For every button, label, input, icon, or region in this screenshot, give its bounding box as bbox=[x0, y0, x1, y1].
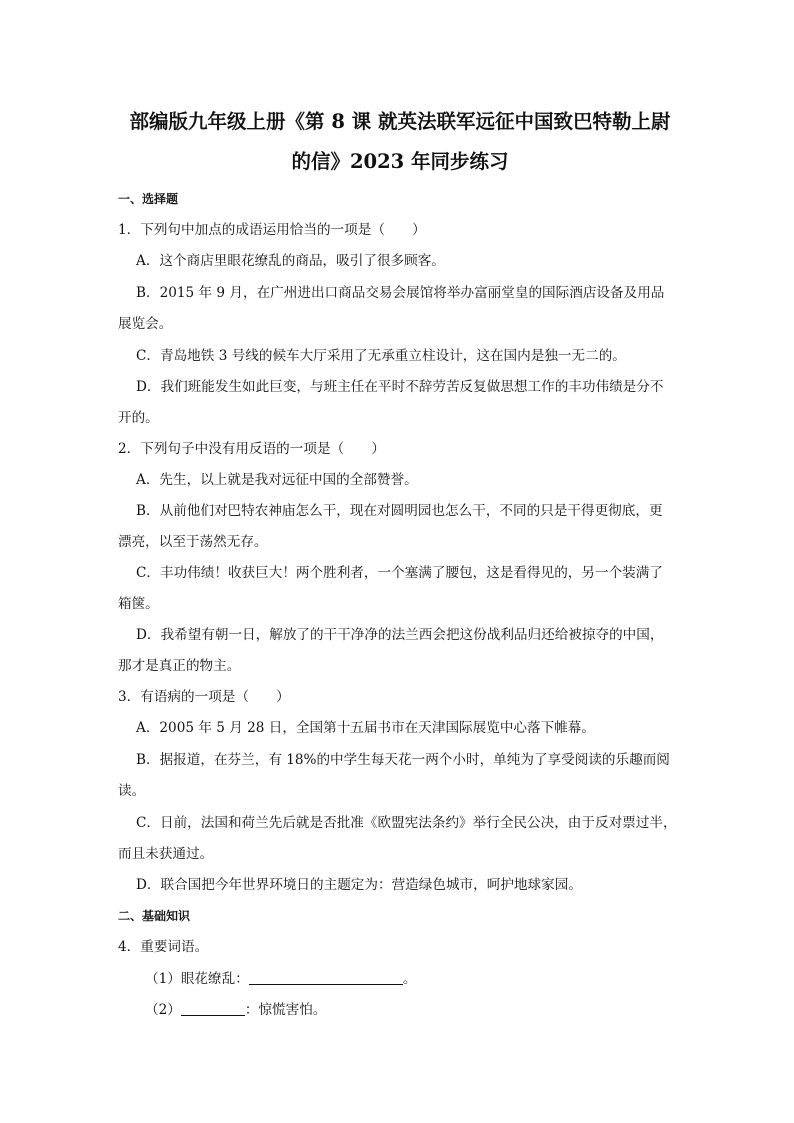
question-2-option-c: C．丰功伟绩！收获巨大！两个胜利者，一个塞满了腰包，这是看得见的，另一个装满了 bbox=[136, 565, 663, 581]
question-3-option-b: B．据报道，在芬兰，有 18%的中学生每天花一两个小时，单纯为了享受阅读的乐趣而阅 bbox=[136, 752, 670, 768]
question-1-option-c: C．青岛地铁 3 号线的候车大厅采用了无承重立柱设计，这在国内是独一无二的。 bbox=[136, 348, 626, 364]
question-1-option-b-cont: 展览会。 bbox=[118, 316, 173, 332]
title-line-1: 部编版九年级上册《第 8 课 就英法联军远征中国致巴特勒上尉 bbox=[129, 110, 671, 133]
question-1-option-d: D．我们班能发生如此巨变，与班主任在平时不辞劳苦反复做思想工作的丰功伟绩是分不 bbox=[136, 379, 664, 395]
answer-blank-1[interactable] bbox=[249, 970, 403, 985]
item-2-label: （2） bbox=[145, 1002, 181, 1018]
question-2-option-d-cont: 那才是真正的物主。 bbox=[118, 658, 241, 674]
question-4-item-2 bbox=[145, 998, 326, 1018]
answer-blank-2[interactable] bbox=[181, 1001, 245, 1016]
question-2-option-d: D．我希望有朝一日，解放了的干干净净的法兰西会把这份战利品归还给被掠夺的中国， bbox=[136, 627, 664, 643]
section-heading-basics: 二、基础知识 bbox=[118, 909, 191, 923]
question-2-stem: 2．下列句子中没有用反语的一项是（ ） bbox=[118, 441, 385, 457]
question-3-stem: 3．有语病的一项是（ ） bbox=[118, 689, 290, 705]
question-2-option-c-cont: 箱箧。 bbox=[118, 596, 159, 612]
question-3-option-d: D．联合国把今年世界环境日的主题定为：营造绿色城市，呵护地球家园。 bbox=[136, 877, 582, 893]
question-1-option-d-cont: 开的。 bbox=[118, 410, 159, 426]
question-1-option-a: A．这个商店里眼花缭乱的商品，吸引了很多顾客。 bbox=[136, 253, 445, 269]
question-3-option-b-cont: 读。 bbox=[118, 783, 146, 799]
question-1-option-b: B．2015 年 9 月，在广州进出口商品交易会展馆将举办富丽堂皇的国际酒店设备及用品 bbox=[136, 285, 665, 301]
question-2-option-b: B．从前他们对巴特农神庙怎么干，现在对圆明园也怎么干，不同的只是干得更彻底，更 bbox=[136, 503, 663, 519]
question-3-option-a: A．2005 年 5 月 28 日，全国第十五届书市在天津国际展览中心落下帷幕。 bbox=[136, 720, 595, 736]
question-3-option-c: C．日前，法国和荷兰先后就是否批准《欧盟宪法条约》举行全民公决，由于反对票过半， bbox=[136, 815, 677, 831]
item-1-end: 。 bbox=[402, 971, 417, 987]
question-2-option-a: A．先生，以上就是我对远征中国的全部赞誉。 bbox=[136, 472, 418, 488]
question-4-item-1 bbox=[145, 967, 416, 987]
question-3-option-c-cont: 而且未获通过。 bbox=[118, 846, 214, 862]
question-4-stem: 4．重要词语。 bbox=[118, 939, 209, 955]
question-1-stem: 1．下列句中加点的成语运用恰当的一项是（ ） bbox=[118, 222, 426, 238]
item-2-end: ：惊慌害怕。 bbox=[244, 1002, 327, 1018]
item-1-label: （1）眼花缭乱： bbox=[145, 971, 249, 987]
question-2-option-b-cont: 漂亮，以至于荡然无存。 bbox=[118, 534, 268, 550]
section-heading-choice: 一、选择题 bbox=[118, 192, 179, 206]
title-line-2: 的信》2023 年同步练习 bbox=[291, 150, 509, 173]
